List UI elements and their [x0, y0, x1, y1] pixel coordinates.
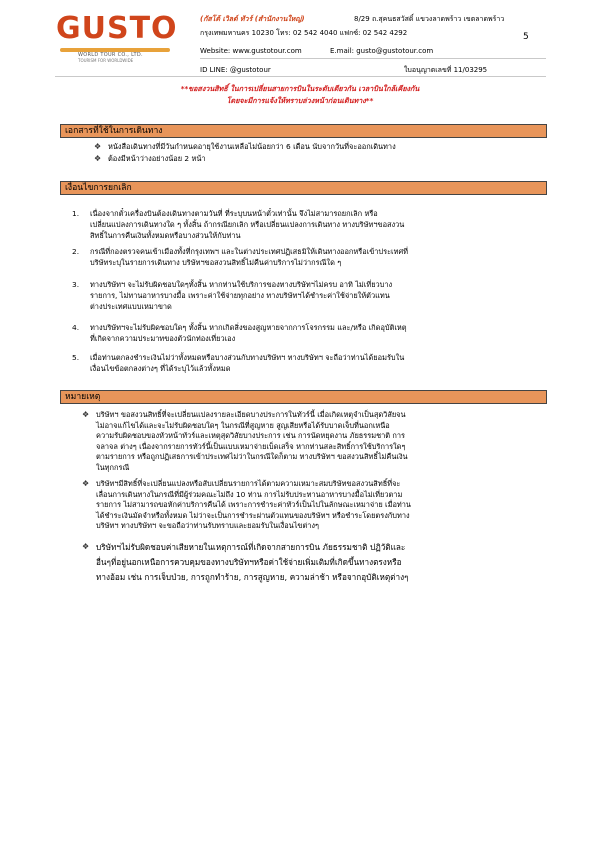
item-line: เปลี่ยนแปลงการเดินทางใด ๆ ทั้งสิ้น ถ้ากรณียกเลิก หรือเปลี่ยนแปลงการเดินทาง ทางบริษัทฯขอสงวน: [90, 220, 405, 229]
company-website: Website: www.gustotour.com: [200, 47, 302, 55]
item-number: 1.: [72, 209, 80, 218]
company-name: (กัสโต้ เวิลด์ ทัวร์ (สำนักงานใหญ่): [200, 15, 305, 23]
company-address: 8/29 ถ.สุคนธสวัสดิ์ แขวงลาดพร้าว เขตลาดพร้าว: [354, 15, 505, 23]
gusto-logo: [56, 12, 196, 64]
remark-line: จลาจล ต่างๆ เนื่องจากรายการทัวร์นี้เป็นแบบเหมาจ่ายเบ็ดเสร็จ หากท่านสละสิทธิ์การใช้บริการใดๆ: [96, 441, 406, 451]
airline-notice-line-2: โดยจะมีการแจ้งให้ทราบล่วงหน้าก่อนเดินทาง**: [226, 96, 374, 105]
header-bottom-divider: [55, 76, 546, 77]
remark-line: บริษัทฯ ขอสงวนสิทธิ์ที่จะเปลี่ยนแปลงรายละเอียดบางประการในทัวร์นี้ เมื่อเกิดเหตุจำเป็นสุดวิสัยจน: [96, 410, 406, 419]
section-title-cancellation: เงื่อนไขการยกเลิก: [60, 181, 547, 195]
line-id: ID LINE: @gustotour: [200, 66, 271, 74]
remark-line: ทางอ้อม เช่น การเจ็บป่วย, การถูกทำร้าย, การสูญหาย, ความล่าช้า หรือจากอุบัติเหตุต่างๆ: [96, 571, 409, 582]
remark-line: บริษัทฯมีสิทธิ์ที่จะเปลี่ยนแปลงหรือสับเปลี่ยนรายการได้ตามความเหมาะสมบริษัทขอสงวนสิทธิ์ที่จะ: [96, 479, 401, 488]
item-line: บริษัทระบุในรายการเดินทาง บริษัทฯขอสงวนสิทธิ์ไม่คืนค่าบริการไม่ว่ากรณีใด ๆ: [90, 258, 342, 267]
item-line: ทางบริษัทฯ จะไม่รับผิดชอบใดๆทั้งสิ้น หากท่านใช้บริการของทางบริษัทฯไม่ครบ อาทิ ไม่เที่ยวบาง: [90, 280, 393, 289]
logo-wordmark: GUSTO: [56, 11, 178, 46]
item-line: เมื่อท่านตกลงชำระเงินไม่ว่าทั้งหมดหรือบางส่วนกับทางบริษัทฯ ทางบริษัทฯ จะถือว่าท่านได้ยอมรับใน: [90, 353, 405, 362]
remark-line: ไม่อาจแก้ไขได้และจะไม่รับผิดชอบใดๆ ในกรณีที่สูญหาย สูญเสียหรือได้รับบาดเจ็บที่นอกเหนือ: [96, 420, 390, 430]
airline-notice-line-1: **ขอสงวนสิทธิ์ ในการเปลี่ยนสายการบินในระดับเดียวกัน เวลาบินใกล้เคียงกัน: [180, 84, 420, 93]
item-line: ทางบริษัทฯจะไม่รับผิดชอบใดๆ ทั้งสิ้น หากเกิดสิ่งของสูญหายจากการโจรกรรม และ/หรือ เกิดอุบัติเหตุ: [90, 323, 407, 332]
bullet-icon: ❖: [82, 410, 90, 419]
list-item: [82, 410, 548, 474]
remark-line: ได้ชำระเงินมัดจำหรือทั้งหมด ไม่ว่าจะเป็นการชำระผ่านตัวแทนของบริษัทฯ หรือชำระโดยตรงกับทาง: [96, 510, 410, 520]
item-line: ต่างประเทศแบบเหมาขาด: [90, 302, 172, 311]
remark-line: เลื่อนการเดินทางในกรณีที่มีผู้ร่วมคณะไม่ถึง 10 ท่าน การไม่รับประทานอาหารบางมื้อไม่เที่ยวตาม: [96, 489, 403, 499]
list-item: [82, 479, 548, 532]
list-item: [82, 540, 548, 584]
remark-line: ในทุกกรณี: [96, 462, 130, 472]
remark-line: รายการ ไม่สามารถขอหักค่าบริการคืนได้ เพราะการชำระค่าทัวร์เป็นไปในลักษณะเหมาจ่าย เมื่อท่าน: [96, 500, 411, 510]
item-line: ที่เกิดจากความประมาทของตัวนักท่องเที่ยวเอง: [90, 334, 236, 343]
item-line: เงื่อนไขข้อตกลงต่างๆ ที่ได้ระบุไว้แล้วทั้งหมด: [90, 364, 231, 373]
item-number: 2.: [72, 247, 80, 256]
bullet-icon: ❖: [82, 479, 90, 488]
remark-line: บริษัทฯไม่รับผิดชอบค่าเสียหายในเหตุการณ์ที่เกิดจากสายการบิน ภัยธรรมชาติ ปฏิวัติและ: [96, 542, 406, 552]
doc-item-text: หนังสือเดินทางที่มีวันกำหนดอายุใช้งานเหลือไม่น้อยกว่า 6 เดือน นับจากวันที่จะออกเดินทาง: [108, 142, 396, 151]
remark-line: ตามรายการ หรือถูกปฏิเสธการเข้าประเทศไม่ว่าในกรณีใดก็ตาม ทางบริษัทฯ ขอสงวนสิทธิ์ไม่คืนเงิน: [96, 452, 408, 462]
header-divider: [200, 58, 546, 59]
bullet-icon: ❖: [94, 154, 102, 163]
logo-tagline: TOURISM FOR WORLDWIDE: [78, 58, 134, 63]
page-number: 5: [523, 32, 529, 42]
remark-line: บริษัทฯ ทางบริษัทฯ จะขอถือว่าท่านรับทราบและยอมรับในเงื่อนไขต่างๆ: [96, 521, 320, 531]
company-email: E.mail: gusto@gustotour.com: [330, 47, 434, 55]
doc-item-text: ต้องมีหน้าว่างอย่างน้อย 2 หน้า: [108, 154, 206, 163]
license-number: ใบอนุญาตเลขที่ 11/03295: [404, 66, 488, 74]
item-number: 4.: [72, 323, 80, 332]
item-line: สิทธิ์ในการคืนเงินทั้งหมดหรือบางส่วนให้กับท่าน: [90, 231, 241, 240]
bullet-icon: ❖: [94, 142, 102, 151]
bullet-icon: ❖: [82, 542, 90, 551]
remark-line: ความรับผิดชอบของหัวหน้าทัวร์และเหตุสุดวิสัยบางประการ เช่น การนัดหยุดงาน ภัยธรรมชาติ การ: [96, 431, 406, 441]
item-line: รายการ, ไม่ทานอาหารบางมื้อ เพราะค่าใช้จ่ายทุกอย่าง ทางบริษัทฯได้ชำระค่าใช้จ่ายให้ตัวแทน: [90, 291, 390, 300]
item-number: 3.: [72, 280, 80, 289]
item-line: กรณีที่กองตรวจคนเข้าเมืองทั้งที่กรุงเทพฯ และในต่างประเทศปฏิเสธมิให้เดินทางออกหรือเข้าประเทศที่: [90, 247, 409, 256]
item-number: 5.: [72, 353, 80, 362]
logo-subtitle: WORLD TOUR CO., LTD.: [78, 52, 143, 58]
item-line: เนื่องจากตั๋วเครื่องบินต้องเดินทางตามวันที่ ที่ระบุบนหน้าตั๋วเท่านั้น จึงไม่สามารถยกเลิก หรือ: [90, 209, 378, 218]
section-title-documents: เอกสารที่ใช้ในการเดินทาง: [60, 124, 547, 138]
section-title-remarks: หมายเหตุ: [60, 390, 547, 404]
list-item: [94, 141, 396, 152]
list-item: [94, 153, 206, 164]
remark-line: อื่นๆที่อยู่นอกเหนือการควบคุมของทางบริษัทฯหรือค่าใช้จ่ายเพิ่มเติมที่เกิดขึ้นทางตรงหรือ: [96, 556, 402, 567]
company-address-phone: กรุงเทพมหานคร 10230 โทร: 02 542 4040 แฟกซ์: 02 542 4292: [200, 29, 408, 37]
